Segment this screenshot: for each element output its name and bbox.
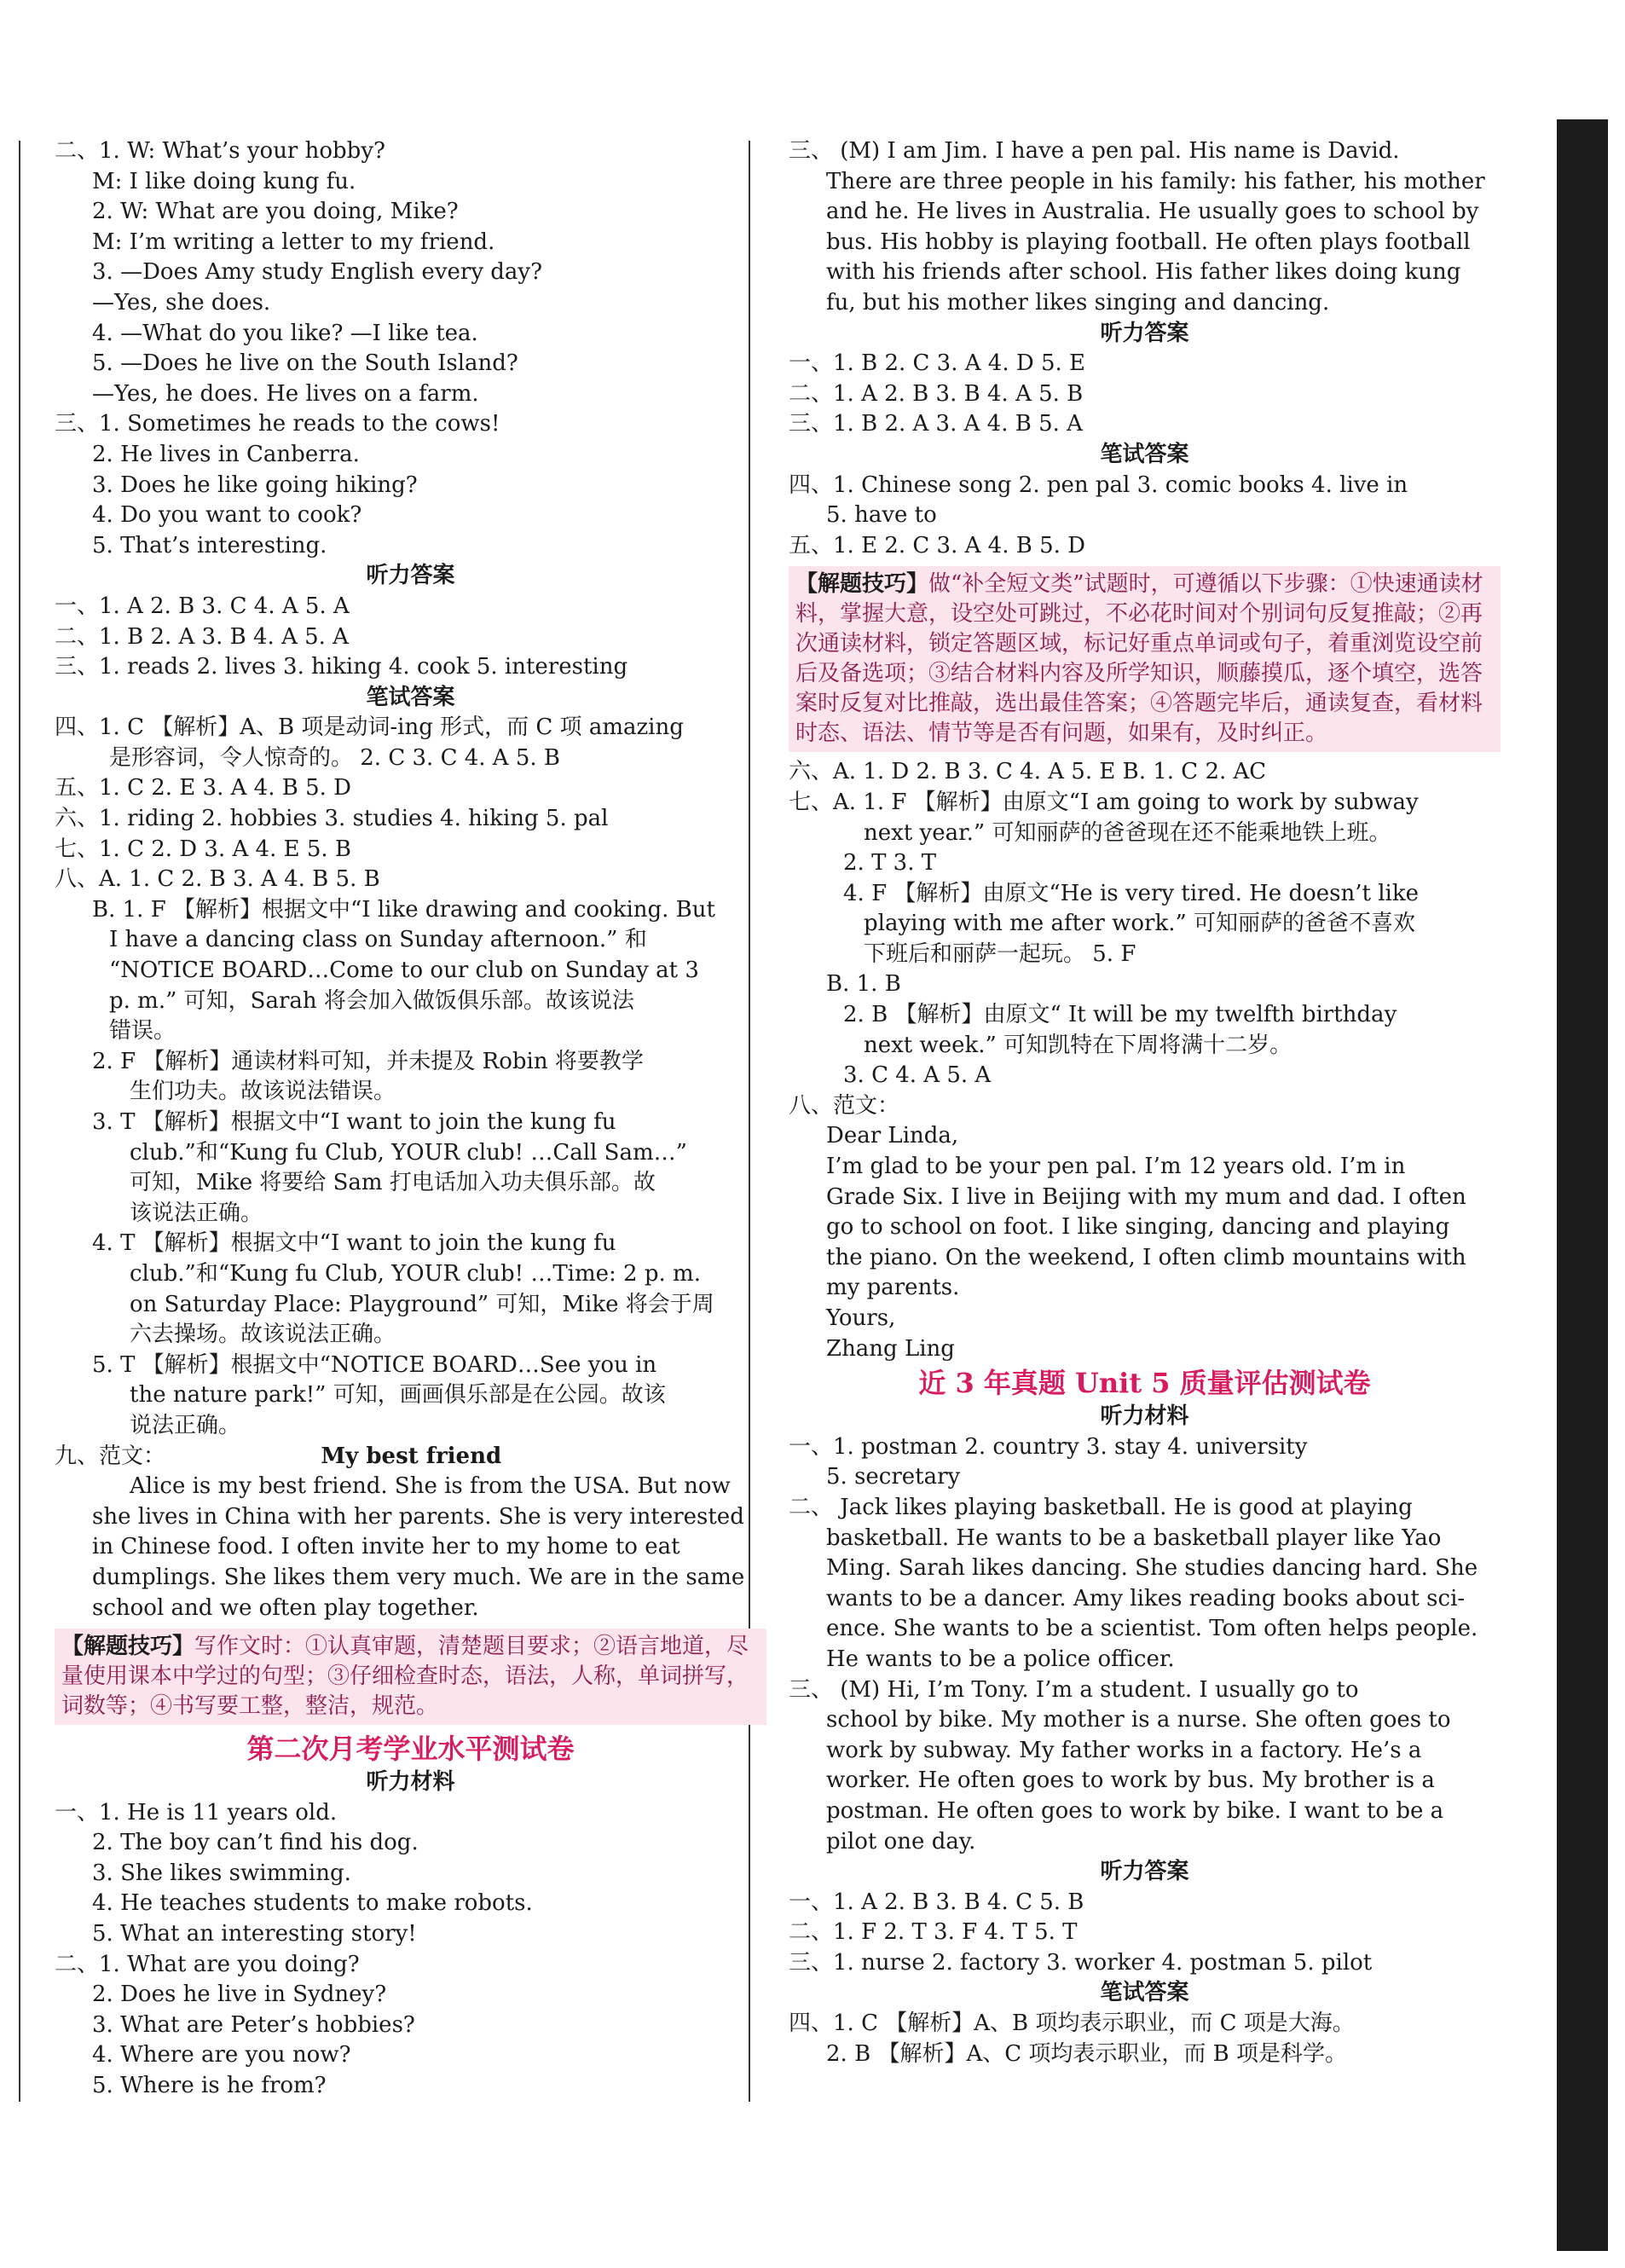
text-line: 二、1. W: What’s your hobby? <box>55 138 385 164</box>
text-line: 二、 Jack likes playing basketball. He is good at playing <box>789 1494 1413 1520</box>
text-line: in Chinese food. I often invite her to my home to eat <box>92 1534 680 1560</box>
essay-title: My best friend <box>321 1443 502 1469</box>
tip-label: 【解题技巧】 <box>61 1634 195 1660</box>
tip-text: 做“补全短文类”试题时，可遵循以下步骤：①快速通读材料，掌握大意，设空处可跳过，不必花时间对个别词句反复推敲；②再次通读材料，锁定答题区域，标记好重点单词或句子，着重浏览设空前后及备选项；③结合材料内容及所学知识，顺藤摸瓜，逐个填空，选答案时反复对比推敲，选出最佳答案；④答题完毕后，通读复查，看材料时态、语法、情节等是否有问题，如果有，及时纠正。 <box>795 571 1483 747</box>
text-line: M: I like doing kung fu. <box>92 168 356 194</box>
text-line: 八、A. 1. C 2. B 3. A 4. B 5. B <box>55 866 380 893</box>
essay-head: 九、范文： <box>55 1443 166 1469</box>
text-line: 下班后和丽萨一起玩。 5. F <box>864 940 1136 967</box>
tip-text: 写作文时：①认真审题，清楚题目要求；②语言地道，尽量使用课本中学过的句型；③仔细检查时态，语法，人称，单词拼写，词数等；④书写要工整，整洁，规范。 <box>61 1634 749 1720</box>
text-line: 3. T 【解析】根据文中“I want to join the kung fu <box>92 1109 616 1135</box>
text-line: 2. Does he live in Sydney? <box>92 1982 387 2008</box>
text-line: 2. W: What are you doing, Mike? <box>92 199 459 225</box>
text-line: 三、1. Sometimes he reads to the cows! <box>55 411 500 437</box>
text-line: 2. He lives in Canberra. <box>92 441 360 467</box>
listening-material <box>55 1798 766 2102</box>
text-line: 4. F 【解析】由原文“He is very tired. He doesn’t like <box>843 880 1419 906</box>
text-line: 一、1. B 2. C 3. A 4. D 5. E <box>789 350 1086 377</box>
text-line: 2. B 【解析】A、C 项均表示职业，而 B 项是科学。 <box>826 2040 1348 2067</box>
text-line: club.”和“Kung fu Club, YOUR club! …Time: 2 p. m. <box>130 1260 701 1287</box>
text-line: 四、1. Chinese song 2. pen pal 3. comic books 4. live in <box>789 472 1408 498</box>
text-line: and he. He lives in Australia. He usually goes to school by <box>826 199 1479 225</box>
section-title: 第二次月考学业水平测试卷 <box>246 1733 575 1766</box>
text-line: “NOTICE BOARD…Come to our club on Sunday at 3 <box>109 958 699 984</box>
text-line: my parents. <box>826 1275 960 1301</box>
text-line: M: I’m writing a letter to my friend. <box>92 229 495 255</box>
text-line: I’m glad to be your pen pal. I’m 12 years old. I’m in <box>826 1154 1406 1180</box>
text-line: 5. Where is he from? <box>92 2073 327 2099</box>
text-line: wants to be a dancer. Amy likes reading books about sci- <box>826 1585 1466 1611</box>
text-line: 一、1. postman 2. country 3. stay 4. university <box>789 1433 1308 1460</box>
text-line: B. 1. B <box>826 971 901 998</box>
text-line: pilot one day. <box>826 1828 976 1854</box>
text-line: dumplings. She likes them very much. We are in the same <box>92 1564 745 1590</box>
solving-tip-box <box>789 566 1501 752</box>
text-line: with his friends after school. His father likes doing kung <box>826 259 1461 286</box>
text-line: 3. What are Peter’s hobbies? <box>92 2011 415 2038</box>
text-line: 五、1. E 2. C 3. A 4. B 5. D <box>789 532 1086 558</box>
section-title: 近 3 年真题 Unit 5 质量评估测试卷 <box>918 1367 1371 1400</box>
answer-block <box>55 136 766 1442</box>
text-line: —Yes, he does. He lives on a farm. <box>92 380 479 407</box>
text-line: on Saturday Place: Playground” 可知，Mike 将会于周 <box>130 1291 714 1317</box>
section-heading: 听力答案 <box>366 563 455 589</box>
text-line: school by bike. My mother is a nurse. She often goes to <box>826 1707 1451 1733</box>
text-line: basketball. He wants to be a basketball player like Yao <box>826 1525 1442 1551</box>
text-line: Grade Six. I live in Beijing with my mum and dad. I often <box>826 1183 1466 1210</box>
text-line: 5. —Does he live on the South Island? <box>92 350 518 377</box>
listening-material <box>789 1432 1501 2069</box>
text-line: Yours, <box>826 1305 896 1331</box>
text-line: 5. have to <box>826 502 937 529</box>
text-line: Dear Linda, <box>826 1123 959 1149</box>
text-line: worker. He often goes to work by bus. My brother is a <box>826 1768 1435 1794</box>
text-line: Zhang Ling <box>826 1335 955 1362</box>
text-line: 5. secretary <box>826 1464 961 1490</box>
text-line: 5. What an interesting story! <box>92 1921 417 1947</box>
essay-heading-row <box>55 1442 766 1472</box>
text-line: 七、1. C 2. D 3. A 4. E 5. B <box>55 836 352 862</box>
text-line: work by subway. My father works in a factory. He’s a <box>826 1737 1422 1763</box>
left-column <box>55 136 766 2102</box>
text-line: 六、A. 1. D 2. B 3. C 4. A 5. E B. 1. C 2. AC <box>789 759 1267 785</box>
text-line: next week.” 可知凯特在下周将满十二岁。 <box>864 1032 1292 1058</box>
text-line: ence. She wants to be a scientist. Tom often helps people. <box>826 1616 1478 1642</box>
section-heading: 笔试答案 <box>1100 1980 1189 2006</box>
answer-block <box>789 136 1501 561</box>
text-line: 三、1. B 2. A 3. A 4. B 5. A <box>789 411 1083 437</box>
text-line: 六去操场。故该说法正确。 <box>130 1322 396 1348</box>
left-margin-rule <box>19 141 20 2102</box>
solving-tip-box <box>55 1629 766 1725</box>
text-line: 说法正确。 <box>130 1412 241 1438</box>
text-line: 2. F 【解析】通读材料可知，并未提及 Robin 将要教学 <box>92 1048 644 1074</box>
right-column <box>789 136 1501 2069</box>
text-line: Ming. Sarah likes dancing. She studies dancing hard. She <box>826 1555 1478 1582</box>
text-line: bus. His hobby is playing football. He often plays football <box>826 229 1471 255</box>
answer-block <box>789 757 1501 1364</box>
text-line: 4. T 【解析】根据文中“I want to join the kung fu <box>92 1230 616 1257</box>
text-line: 五、1. C 2. E 3. A 4. B 5. D <box>55 775 352 801</box>
text-line: 二、1. What are you doing? <box>55 1951 360 1977</box>
text-line: 二、1. A 2. B 3. B 4. A 5. B <box>789 380 1084 407</box>
text-line: 4. Where are you now? <box>92 2042 351 2068</box>
text-line: 四、1. C 【解析】A、B 项均表示职业，而 C 项是大海。 <box>789 2011 1355 2037</box>
text-line: 3. C 4. A 5. A <box>843 1062 992 1089</box>
text-line: 可知，Mike 将要给 Sam 打电话加入功夫俱乐部。故 <box>130 1170 656 1196</box>
text-line: school and we often play together. <box>92 1594 479 1621</box>
text-line: next year.” 可知丽萨的爸爸现在还不能乘地铁上班。 <box>864 819 1391 846</box>
text-line: 三、 (M) I am Jim. I have a pen pal. His name is David. <box>789 138 1400 164</box>
text-line: 七、A. 1. F 【解析】由原文“I am going to work by subway <box>789 789 1419 815</box>
text-line: 二、1. B 2. A 3. B 4. A 5. A <box>55 623 349 650</box>
text-line: 2. T 3. T <box>843 850 937 877</box>
text-line: 错误。 <box>109 1018 176 1044</box>
text-line: go to school on foot. I like singing, dancing and playing <box>826 1214 1450 1241</box>
text-line: fu, but his mother likes singing and dancing. <box>826 289 1330 315</box>
text-line: 一、1. A 2. B 3. C 4. A 5. A <box>55 593 350 619</box>
text-line: 三、 (M) Hi, I’m Tony. I’m a student. I usually go to <box>789 1676 1359 1703</box>
text-line: 4. He teaches students to make robots. <box>92 1890 533 1917</box>
text-line: 四、1. C 【解析】A、B 项是动词-ing 形式，而 C 项 amazing <box>55 715 684 741</box>
text-line: 3. She likes swimming. <box>92 1860 351 1886</box>
text-line: playing with me after work.” 可知丽萨的爸爸不喜欢 <box>864 911 1416 937</box>
essay-body <box>55 1472 766 1623</box>
text-line: —Yes, she does. <box>92 289 271 315</box>
scan-edge-shadow <box>1557 119 1608 2251</box>
text-line: He wants to be a police officer. <box>826 1646 1175 1672</box>
text-line: 3. Does he like going hiking? <box>92 472 418 498</box>
text-line: she lives in China with her parents. She is very interested <box>92 1503 744 1530</box>
text-line: 一、1. A 2. B 3. B 4. C 5. B <box>789 1889 1084 1915</box>
section-heading: 听力答案 <box>1100 320 1189 346</box>
text-line: 二、1. F 2. T 3. F 4. T 5. T <box>789 1919 1078 1946</box>
text-line: 八、范文： <box>789 1092 900 1119</box>
text-line: 三、1. reads 2. lives 3. hiking 4. cook 5. interesting <box>55 654 628 680</box>
section-heading: 笔试答案 <box>366 684 455 710</box>
text-line: 4. —What do you like? —I like tea. <box>92 320 478 346</box>
text-line: 5. T 【解析】根据文中“NOTICE BOARD…See you in <box>92 1351 657 1378</box>
text-line: postman. He often goes to work by bike. I want to be a <box>826 1797 1444 1824</box>
text-line: Alice is my best friend. She is from the USA. But now <box>130 1473 731 1500</box>
text-line: I have a dancing class on Sunday afternoon.” 和 <box>109 927 647 953</box>
text-line: 是形容词，令人惊奇的。 2. C 3. C 4. A 5. B <box>109 744 561 771</box>
text-line: the nature park!” 可知，画画俱乐部是在公园。故该 <box>130 1382 666 1409</box>
text-line: 生们功夫。故该说法错误。 <box>130 1079 396 1105</box>
tip-label: 【解题技巧】 <box>795 571 929 598</box>
text-line: 2. The boy can’t find his dog. <box>92 1830 419 1856</box>
text-line: 4. Do you want to cook? <box>92 502 362 529</box>
text-line: 三、1. nurse 2. factory 3. worker 4. postman 5. pilot <box>789 1949 1373 1976</box>
section-subtitle: 听力材料 <box>1100 1403 1189 1430</box>
text-line: There are three people in his family: his father, his mother <box>826 168 1485 194</box>
text-line: 该说法正确。 <box>130 1200 263 1226</box>
section-subtitle: 听力材料 <box>366 1769 455 1796</box>
text-line: 3. —Does Amy study English every day? <box>92 259 543 286</box>
text-line: 一、1. He is 11 years old. <box>55 1799 338 1825</box>
text-line: club.”和“Kung fu Club, YOUR club! …Call Sam…” <box>130 1139 687 1166</box>
text-line: p. m.” 可知，Sarah 将会加入做饭俱乐部。故该说法 <box>109 987 634 1014</box>
text-line: the piano. On the weekend, I often climb mountains with <box>826 1244 1466 1270</box>
text-line: 2. B 【解析】由原文“ It will be my twelfth birthday <box>843 1002 1397 1028</box>
text-line: B. 1. F 【解析】根据文中“I like drawing and cooking. But <box>92 896 715 923</box>
section-heading: 听力答案 <box>1100 1859 1189 1885</box>
text-line: 六、1. riding 2. hobbies 3. studies 4. hiking 5. pal <box>55 806 609 832</box>
section-heading: 笔试答案 <box>1100 441 1189 467</box>
text-line: 5. That’s interesting. <box>92 532 327 558</box>
